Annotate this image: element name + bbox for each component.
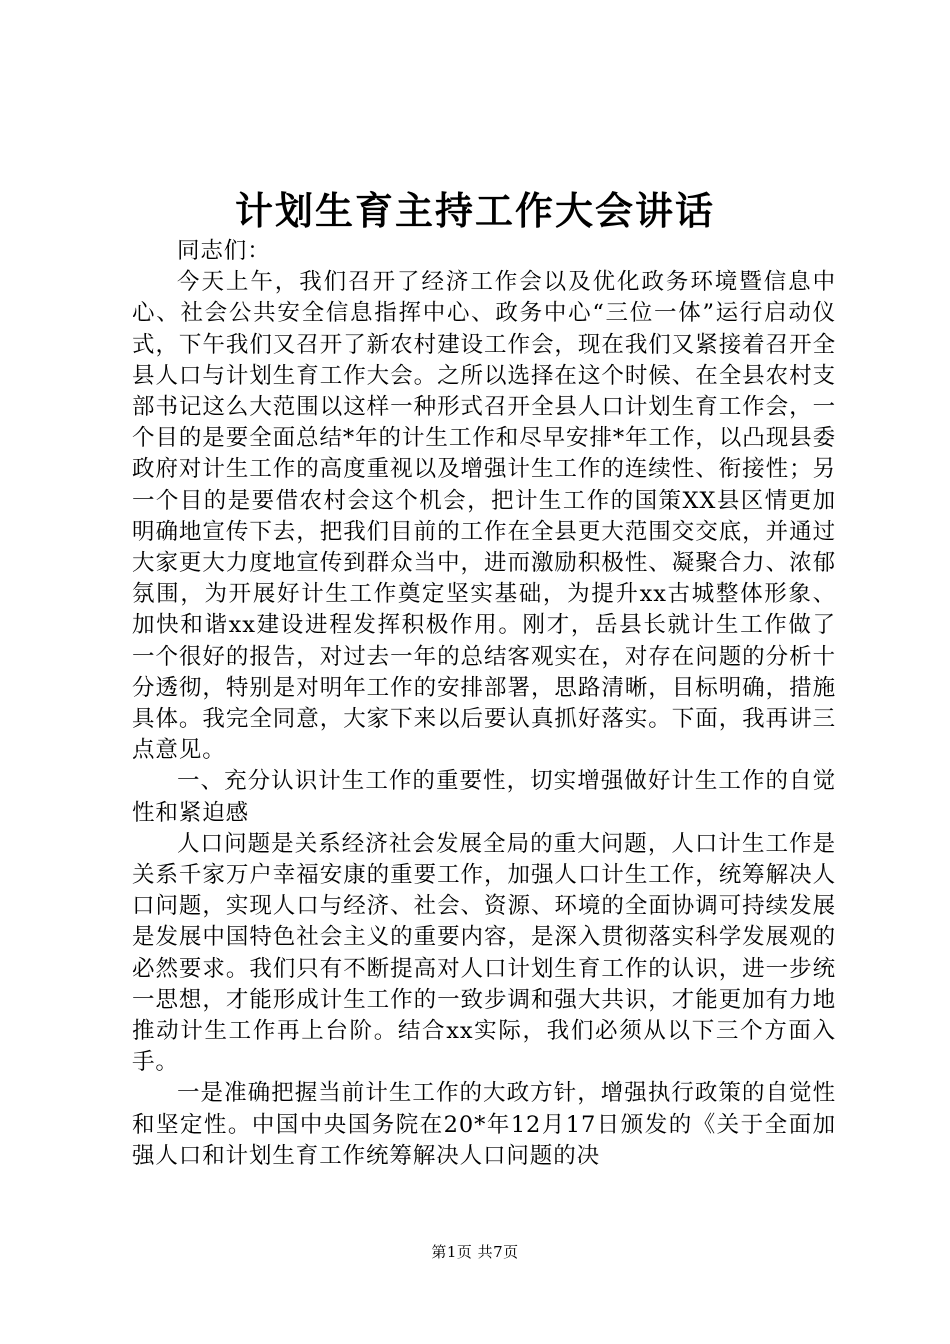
salutation-paragraph: 同志们： — [177, 238, 271, 264]
page-number-footer: 第1页 共7页 — [431, 1243, 519, 1261]
point-one-paragraph: 一是准确把握当前计生工作的大政方针，增强执行政策的自觉性和坚定性。中国中央国务院在20*年12月17日颁发的《关于全面加强人口和计划生育工作统筹解决人口问题的决 — [132, 1080, 836, 1169]
section-heading-one: 一、充分认识计生工作的重要性，切实增强做好计生工作的自觉性和紧迫感 — [132, 768, 836, 826]
document-title: 计划生育主持工作大会讲话 — [234, 188, 715, 233]
document-body — [132, 236, 836, 1172]
section-one-paragraph: 人口问题是关系经济社会发展全局的重大问题，人口计生工作是关系千家万户幸福安康的重要工作，加强人口计生工作，统筹解决人口问题，实现人口与经济、社会、资源、环境的全面协调可持续发展是发展中国特色社会主义的重要内容，是深入贯彻落实科学发展观的必然要求。我们只有不断提高对人口计划生育工作的认识，进一步统一思想，才能形成计生工作的一致步调和强大共识，才能更加有力地推动计生工作再上台阶。结合xx实际，我们必须从以下三个方面入手。 — [132, 830, 836, 1076]
opening-paragraph: 今天上午，我们召开了经济工作会以及优化政务环境暨信息中心、社会公共安全信息指挥中心、政务中心“三位一体”运行启动仪式，下午我们又召开了新农村建设工作会，现在我们又紧接着召开全县人口与计划生育工作大会。之所以选择在这个时候、在全县农村支部书记这么大范围以这样一种形式召开全县人口计划生育工作会，一个目的是要全面总结*年的计生工作和尽早安排*年工作，以凸现县委政府对计生工作的高度重视以及增强计生工作的连续性、衔接性；另一个目的是要借农村会这个机会，把计生工作的国策XX县区情更加明确地宣传下去，把我们目前的工作在全县更大范围交交底，并通过大家更大力度地宣传到群众当中，进而激励积极性、凝聚合力、浓郁氛围，为开展好计生工作奠定坚实基础，为提升xx古城整体形象、加快和谐xx建设进程发挥积极作用。刚才，岳县长就计生工作做了一个很好的报告，对过去一年的总结客观实在，对存在问题的分析十分透彻，特别是对明年工作的安排部署，思路清晰，目标明确，措施具体。我完全同意，大家下来以后要认真抓好落实。下面，我再讲三点意见。 — [132, 269, 836, 764]
